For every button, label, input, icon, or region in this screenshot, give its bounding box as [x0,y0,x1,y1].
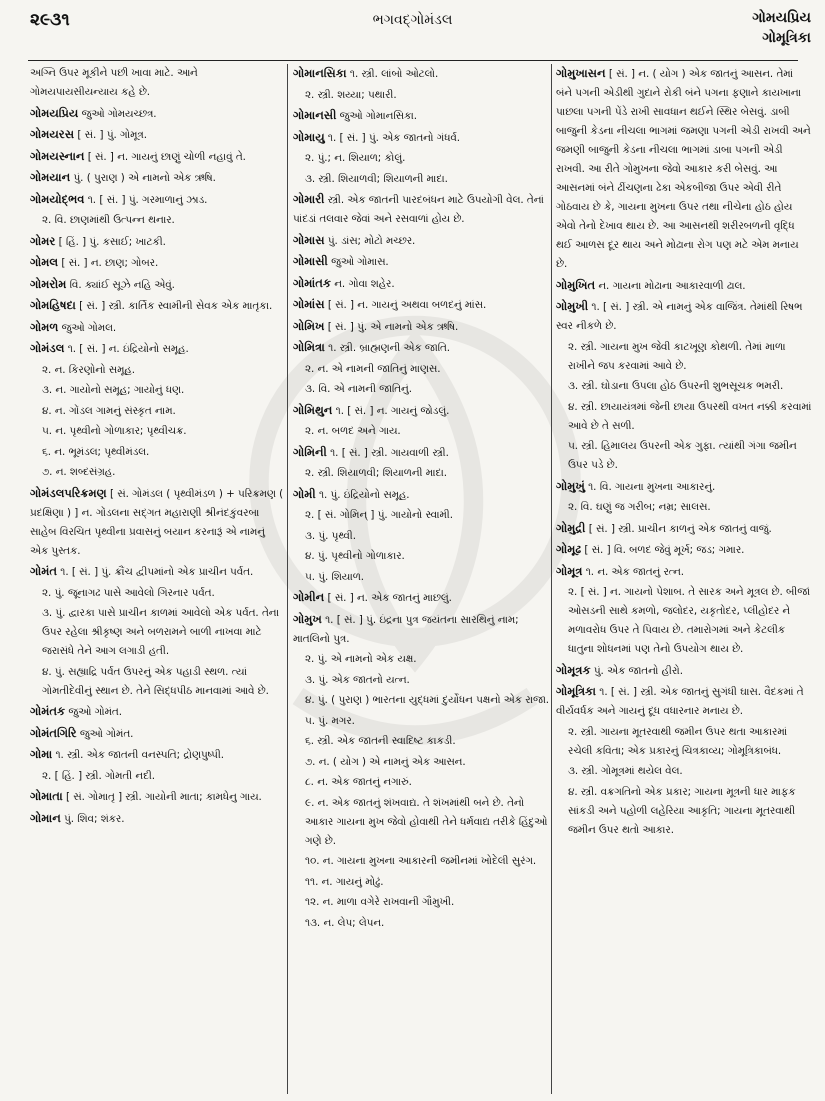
definition-text: ૧. [ સં. ] ન. ઇંદ્રિયોનો સમૂહ. [67,343,189,355]
entry-sense [293,852,551,871]
definition-text: ૨. [ સં. ] ન. ગાયનો પેશાબ. તે સારક અને મૂત્રલ છે. બીજાં ઓસડની સાથે કમળો, જલોદર, યકૃતોદર, પ્લીહોદર ને મળાવરોધ ઉપર તે પિવાય છે. તમારોગમાં અને કેટલીક ધાતુના શોધનમાં પણ તેનો ઉપયોગ થાય છે. [568,586,810,655]
definition-text: જુઓ ગોમાસ. [331,256,389,268]
entry-sense [293,422,551,441]
dictionary-entry [30,562,286,582]
definition-text: ૪. સ્ત્રી. છાયાયંત્રમાં જેની છાયા ઉપરથી વખત નક્કી કરવામાં આવે છે તે સળી. [568,400,812,432]
entry-sense [293,671,551,690]
definition-text: ૧૨. ન. માળા વગેરે રાખવાની ગૌમુખી. [305,896,455,908]
definition-text: ૩. પું. પૃથ્વી. [305,529,357,542]
definition-text: ૧. ન. એક જાતનું રત્ન. [585,565,685,578]
definition-text: ૧. સ્ત્રી. લાંબો ઓટલો. [349,68,439,80]
definition-text: વિ. ક્યાંઈ સૂઝે નહિ એવું. [69,278,175,291]
definition-text: ૩. સ્ત્રી. શિયાળવી; શિયાળની માદા. [305,172,448,185]
definition-text: ૭. ન. શબ્દસંગ્રહ. [42,466,116,478]
dictionary-entry [30,275,286,295]
definition-text: પું. ડાંસ; મોટો મચ્છર. [327,234,416,247]
headword: ગોમાનસિકા [293,66,347,80]
entry-sense [293,691,551,710]
definition-text: ૨. સ્ત્રી. શિયાળવી; શિયાળની માદા. [305,467,448,479]
dictionary-entry [293,610,551,649]
dictionary-entry [30,232,286,252]
headword: ગોમાન [30,810,61,825]
definition-text: ૧૩. ન. લેપ; લેપન. [305,916,385,929]
headword: ગોમી [293,486,316,501]
definition-text: ૨. પું.; ન. શિયાળ; કોલું. [305,152,406,164]
definition-text: ૨. [ સં. ગોમિન્ ] પું. ગાયોનો સ્વામી. [305,509,454,521]
definition-text: પું. શિવ; શંકર. [64,812,125,825]
column-divider [551,64,552,1094]
definition-text: [ હિં. ] પું. કસાઈ; ખાટકી. [58,235,166,248]
entry-sense [293,914,551,933]
headword: ગોમંડલપરિક્રમણ [30,485,107,500]
headword: ગોમિત્રા [293,340,325,354]
definition-text: અગ્નિ ઉપર મૂકીને પછી ખાવા માટે. આને ગોમયપાયસીયન્યાય કહે છે. [30,67,198,98]
definition-text: ૧. વિ. ગાયના મુખના આકારનું. [588,480,716,493]
definition-text: ૪. ન. ગોંડલ ગામનું સંસ્કૃત નામ. [42,404,176,417]
entry-sense [556,377,812,396]
definition-text: ૯. ન. એક જાતનું શંખવાદ્ય. તે શંખમાંથી બને છે. તેનો આકાર ગાયના મુખ જેવો હોવાથી તેને ધર્મવાદ્ય તરીકે હિંદુઓ ગણે છે. [305,796,548,847]
entry-sense [556,762,812,781]
definition-text: ૧. [ સં. ] સ્ત્રી. એક જાતનું સુગંધી ઘાસ. વૈદકમાં તે વીર્યવર્ધક અને ગાયનું દૂધ વધારનાર મનાય છે. [556,686,804,717]
definition-text: ૩. સ્ત્રી. ઘોડાના ઉપલા હોઠ ઉપરની શુભસૂચક ભમરી. [568,380,784,392]
entry-sense [293,712,551,731]
dictionary-entry [293,190,551,229]
entry-sense [556,498,812,517]
dictionary-entry [293,231,551,251]
guide-word-top: ગોમયપ્રિય [752,10,811,26]
entry-sense [556,398,812,436]
entry-sense [293,170,551,189]
dictionary-entry [30,787,286,807]
entry-sense [293,568,551,587]
headword: ગોમંડલ [30,341,65,355]
entry-sense [293,650,551,669]
headword: ગોમળ [30,319,59,334]
headword: ગોમંતગિરિ [30,725,77,740]
entry-sense [30,381,286,400]
headword: ગોમારી [293,192,325,206]
definition-text: ૫. પું. શિયાળ. [305,570,365,583]
headword: ગોમિથુન [293,402,333,417]
page-title: ભગવદ્ગોમંડલ [372,12,453,28]
definition-text: ૧. [ સં. ] સ્ત્રી. ગાયવાળી સ્ત્રી. [330,446,449,459]
dictionary-entry [30,190,286,210]
definition-text: ૬. સ્ત્રી. એક જાતની સ્વાદિષ્ટ કાકડી. [305,735,456,747]
column-1 [30,64,286,1094]
definition-text: ૫. પું. મગર. [305,714,355,727]
dictionary-entry [293,252,551,272]
headword: ગોમુખિત [556,277,596,292]
dictionary-entry [293,588,551,608]
entry-sense [556,338,812,376]
definition-text: ૩. પું. દ્વારકા પાસે પ્રાચીન કાળમાં આવેલો એક પર્વત. તેના ઉપર રહેલા શ્રીકૃષ્ણ અને બળરામને બાળી નાખવા માટે જરાસંધે તેને આગ લગાડી હતી. [42,607,279,657]
entry-sense [293,794,551,851]
dictionary-entry [293,128,551,148]
entry-sense [293,773,551,792]
headword: ગોમાનસી [293,108,337,122]
headword: ગોમયપ્રિય [30,105,79,120]
definition-text: ૨. સ્ત્રી. શય્યા; પથારી. [305,88,397,101]
definition-text: ૩. પું. એક જાતનો યત્ન. [305,673,410,686]
headword: ગોમાંતક [293,275,331,290]
entry-sense [30,443,286,462]
headword: ગોમિની [293,444,327,459]
definition-text: ૧. [ સં. ] પું. ઇંદ્રના પુત્ર જયંતના સારથિનું નામ; માતલિનો પુત્ર. [293,613,519,645]
headword: ગોમીન [293,590,325,604]
entry-sense [30,663,286,701]
definition-text: ૧. સ્ત્રી. એક જાતની વનસ્પતિ; દ્રોણપુષ્પી. [55,749,225,761]
definition-text: ૨. [ હિં. ] સ્ત્રી. ગોમતી નદી. [42,769,156,782]
definition-text: પું. ( પુરાણ ) એ નામનો એક ઋષિ. [73,172,216,184]
dictionary-entry [30,339,286,359]
entry-sense [293,732,551,751]
dictionary-entry [556,297,812,336]
headword: ગોમાંસ [293,297,325,311]
entry-sense [293,360,551,379]
header-rule [28,60,798,61]
headword: ગોમર [30,233,56,248]
definition-text: પું. એક જાતનો હીરો. [593,664,684,677]
entry-sense [30,422,286,441]
headword: ગોમુખું [556,478,585,493]
dictionary-entry [30,147,286,167]
headword: ગોમાસી [293,254,328,268]
entry-sense [30,767,286,786]
dictionary-entry [30,724,286,744]
dictionary-entry [293,485,551,505]
definition-text: [ સં. ] પું. એ નામનો એક ઋષિ. [327,320,459,333]
dictionary-entry [30,253,286,273]
definition-text: ૪. સ્ત્રી. વક્રગતિનો એક પ્રકાર; ગાયના મૂત્રની ધાર માફક સાંકડી અને પહોળી લહેરિયા આકૃતિ; ગાયના મૂતરવાથી જમીન ઉપર થતો આકાર. [568,785,796,836]
entry-sense [293,380,551,399]
definition-text: જુઓ ગોમંત. [79,727,134,740]
entry-sense [293,873,551,892]
page-header [0,6,825,58]
dictionary-entry [556,276,812,296]
entry-sense [556,783,812,840]
guide-words [752,8,811,48]
entry-sense [556,437,812,475]
definition-text: ૨. પું. એ નામનો એક યક્ષ. [305,653,417,665]
dictionary-entry [30,296,286,316]
definition-text: ૧. [ સં. ] ન. ગાયનું જોડલું. [335,404,450,417]
headword: ગોમુખી [556,299,589,313]
entry-sense [556,723,812,761]
headword: ગોમૂત્રક [556,662,591,677]
definition-text: ૪. પું. ( પુરાણ ) ભારતના યુદ્ધમાં દુર્યોધન પક્ષનો એક રાજા. [305,694,550,706]
dictionary-entry [556,540,812,560]
column-3 [556,64,812,1094]
headword: ગોમંતક [30,704,66,718]
headword: ગોમાયુ [293,129,325,144]
definition-text: જુઓ ગોમાનસિકા. [339,110,418,122]
headword: ગોમંત [30,564,58,578]
definition-text: ૧. પું. ઇંદ્રિયોનો સમૂહ. [318,488,410,501]
definition-text: ૮. ન. એક જાતનું નગારું. [305,776,412,788]
dictionary-entry [293,64,551,84]
headword: ગોમૂત્રિકા [556,684,596,698]
headword: ગોમયરસ [30,127,75,141]
entry-sense [293,149,551,168]
headword: ગોમાતા [30,789,63,803]
definition-text: ૩. ન. ગાયોનો સમૂહ; ગાયોનું ધણ. [42,384,185,396]
definition-text: ૫. સ્ત્રી. હિમાલય ઉપરની એક ગુફા. ત્યાંથી ગંગા જમીન ઉપર પડે છે. [568,440,797,471]
entry-sense [30,361,286,380]
definition-text: જુઓ ગોમંત. [68,706,122,718]
dictionary-entry [556,562,812,582]
definition-text: ૧૧. ન. ગાયનું મોઢું. [305,875,384,888]
entry-sense [293,86,551,105]
definition-text: ૧. [ સં. ] સ્ત્રી. એ નામનું એક વાજિંત્ર. તેમાંથી રિષભ સ્વર નીકળે છે. [556,301,803,332]
dictionary-entry [30,318,286,338]
definition-text: ૨. સ્ત્રી. ગાયના મુખ જેવી કાટખૂણ કોથળી. તેમાં માળા રાખીને જપ કરવામાં આવે છે. [568,340,786,372]
headword: ગોમુખ [293,611,322,626]
definition-text: [ સં. ] પું. ગોમૂત્ર. [77,129,148,141]
entry-sense [293,464,551,483]
entry-sense [30,584,286,603]
headword: ગોમુખાસન [556,66,606,80]
dictionary-entry [556,661,812,681]
headword: ગોમિખ [293,318,325,333]
definition-text: ન. ગોવા શહેર. [334,277,395,290]
dictionary-entry [293,317,551,337]
entry-sense [293,753,551,772]
definition-text: ૪. પું. સહ્યાદ્રિ પર્વત ઉપરનું એક પહાડી સ્થળ. ત્યાં ગોમતીદેવીનું સ્થાન છે. તેને સિદ્ધપીઠ માનવામાં આવે છે. [42,665,269,697]
definition-text: ૨. વિ. છાણમાંથી ઉત્પન્ન થનાર. [42,214,175,226]
headword: ગોમલ [30,255,59,269]
column-2 [293,64,551,1094]
definition-text: [ સં. ] ન. ગાયનું અથવા બળદનું માંસ. [327,299,487,311]
dictionary-entry [556,64,812,274]
headword: ગોમયસ્નાન [30,148,85,163]
definition-text: ૧. સ્ત્રી. બ્રાહ્મણની એક જાતિ. [328,342,451,354]
entry-sense [30,402,286,421]
entry-sense [30,604,286,661]
column-divider [287,64,288,1094]
dictionary-entry [30,745,286,765]
definition-text: જુઓ ગોમલ. [61,321,117,334]
entry-sense [293,893,551,912]
entry-sense [30,463,286,482]
definition-text: ૨. ન. એ નામની જાતિનું માણસ. [305,362,441,375]
entry-sense [293,506,551,525]
headword: ગોમયાન [30,170,71,184]
definition-text: ૨. સ્ત્રી. ગાયના મૂતરવાથી જમીન ઉપર થતા આકારમાં રચેલી કવિતા; એક પ્રકારનું ચિત્રકાવ્ય; ગોમૂત્રિકાબંધ. [568,725,788,757]
dictionary-entry [30,104,286,124]
definition-text: ૧. [ સં. ] પું. ગરમાળાનું ઝાડ. [87,193,208,206]
definition-text: [ સં. ] વિ. બળદ જેવું મૂર્ખ; જડ; ગમાર. [584,544,745,556]
dictionary-entry [556,519,812,539]
guide-word-bottom: ગોમૂત્રિકા [762,30,811,46]
definition-text: [ સં. ] સ્ત્રી. કાર્તિક સ્વામીની સેવક એક માતૃકા. [79,300,273,312]
dictionary-entry [293,443,551,463]
definition-text: ૨. ન. બળદ અને ગાય. [305,425,401,437]
definition-text: ૨. વિ. ઘણું જ ગરીબ; નમ્ર; સાલસ. [568,501,711,513]
entry-sense [293,547,551,566]
headword: ગોમૂત્ર [556,563,583,578]
dictionary-entry [293,295,551,315]
dictionary-entry [30,809,286,829]
dictionary-entry [293,338,551,358]
dictionary-entry [293,106,551,126]
dictionary-entry [293,401,551,421]
definition-text: ૫. ન. પૃથ્વીનો ગોળાકાર; પૃથ્વીચક્ર. [42,425,187,437]
headword: ગોમુદ્રી [556,520,586,535]
dictionary-entry [30,484,286,561]
definition-text: [ સં. ] ન. ગાયનું છાણું ચોળી નહાવું તે. [87,150,246,163]
definition-text: [ સં. ગોમાતૃ ] સ્ત્રી. ગાયોની માતા; કામધેનુ ગાય. [65,791,262,803]
dictionary-entry [30,168,286,188]
dictionary-entry [293,274,551,294]
definition-text: ૩. સ્ત્રી. ગોમૂત્રમાં થયેલ વેલ. [568,765,683,777]
definition-text: ૪. પું. પૃથ્વીનો ગોળાકાર. [305,550,405,562]
headword: ગોમરોમ [30,276,67,291]
headword: ગોમયોદ્ભવ [30,191,85,206]
entry-sense [30,211,286,230]
entry-sense [30,64,286,102]
headword: ગોમહિષદા [30,298,76,312]
entry-sense [556,583,812,659]
definition-text: [ સં. ] ન. છાણ; ગોબર. [61,257,159,269]
dictionary-entry [556,477,812,497]
definition-text: ૩. વિ. એ નામની જાતિનું. [305,383,413,395]
headword: ગોમા [30,747,53,761]
page-number: ૨૯૩૧ [30,10,70,30]
definition-text: ૨. પું. જૂનાગઢ પાસે આવેલો ગિરનાર પર્વત. [42,586,215,599]
definition-text: ૧૦. ન. ગાયના મુખના આકારની જમીનમાં ખોદેલી સુરંગ. [305,855,537,867]
definition-text: [ સં. ગોમંડલ ( પૃથ્વીમંડળ ) + પરિક્રમણ ( પ્રદક્ષિણા ) ] ન. ગોંડલના સદ્ગત મહારાણી શ્રીનંદકુંવરબા સાહેબ વિરચિત પૃથ્વીના પ્રવાસનું બયાન કરનારૂં એ નામનું એક પુસ્તક. [30,487,284,557]
definition-text: ૭. ન. ( યોગ ) એ નામનું એક આસન. [305,755,466,768]
headword: ગોમાસ [293,232,325,247]
definition-text: સ્ત્રી. એક જાતની પારદબંધન માટે ઉપયોગી વેલ. તેનાં પાંદડાં તલવાર જેવાં અને રસવાળાં હોય છે. [293,194,544,225]
definition-text: [ સં. ] ન. ( યોગ ) એક જાતનું આસન. તેમાં બંને પગની એડીથી ગુદાને રોકી બંને પગના ફણાને કાયખાના પાછલા પગની પેંડે રાખી સાવધાન થઈને સ્થિર બેસવું. ડાબી બાજુની કેડના નીચલા ભાગમાં જમણા પગની એડી રાખવી અને જમણી બાજુની કેડના નીચલા ભાગમાં ડાબા પગની એડી રાખવી. આ રીતે ગોમુખના જેવો આકાર કરી બેસવું. આ આસનમાં બંને ઢીંચણના ઢેકા એકબીજા ઉપર એવી રીતે ગોઠવાય છે કે, ગાયના મુખના ઉપર તથા નીચેના હોઠ હોય એવો તેનો દેખાવ થાય છે. આ આસનથી શરીરબળની વૃદ્ધિ થઈ આળસ દૂર થાય અને મોઢાના રોગ પણ મટે એમ મનાય છે. [556,68,811,270]
definition-text: ૬. ન. ભૂમંડલ; પૃથ્વીમંડલ. [42,445,150,458]
dictionary-entry [556,682,812,721]
dictionary-entry [30,702,286,722]
entry-sense [293,527,551,546]
definition-text: [ સં. ] સ્ત્રી. પ્રાચીન કાળનું એક જાતનું વાજું. [588,522,772,535]
headword: ગોમૂઢ [556,542,582,556]
definition-text: ૧. [ સં. ] પું. ક્રૌંચ દ્વીપમાંનો એક પ્રાચીન પર્વત. [60,566,254,578]
dictionary-entry [30,125,286,145]
definition-text: ૨. ન. કિરણોનો સમૂહ. [42,363,136,376]
definition-text: જુઓ ગોમયચ્છત્ર. [81,107,157,120]
definition-text: ન. ગાયના મોઢાના આકારવાળી ઢાલ. [598,279,746,292]
definition-text: ૧. [ સં. ] પું. એક જાતનો ગંધર્વ. [327,131,461,144]
definition-text: [ સં. ] ન. એક જાતનું માછલું. [327,592,452,604]
